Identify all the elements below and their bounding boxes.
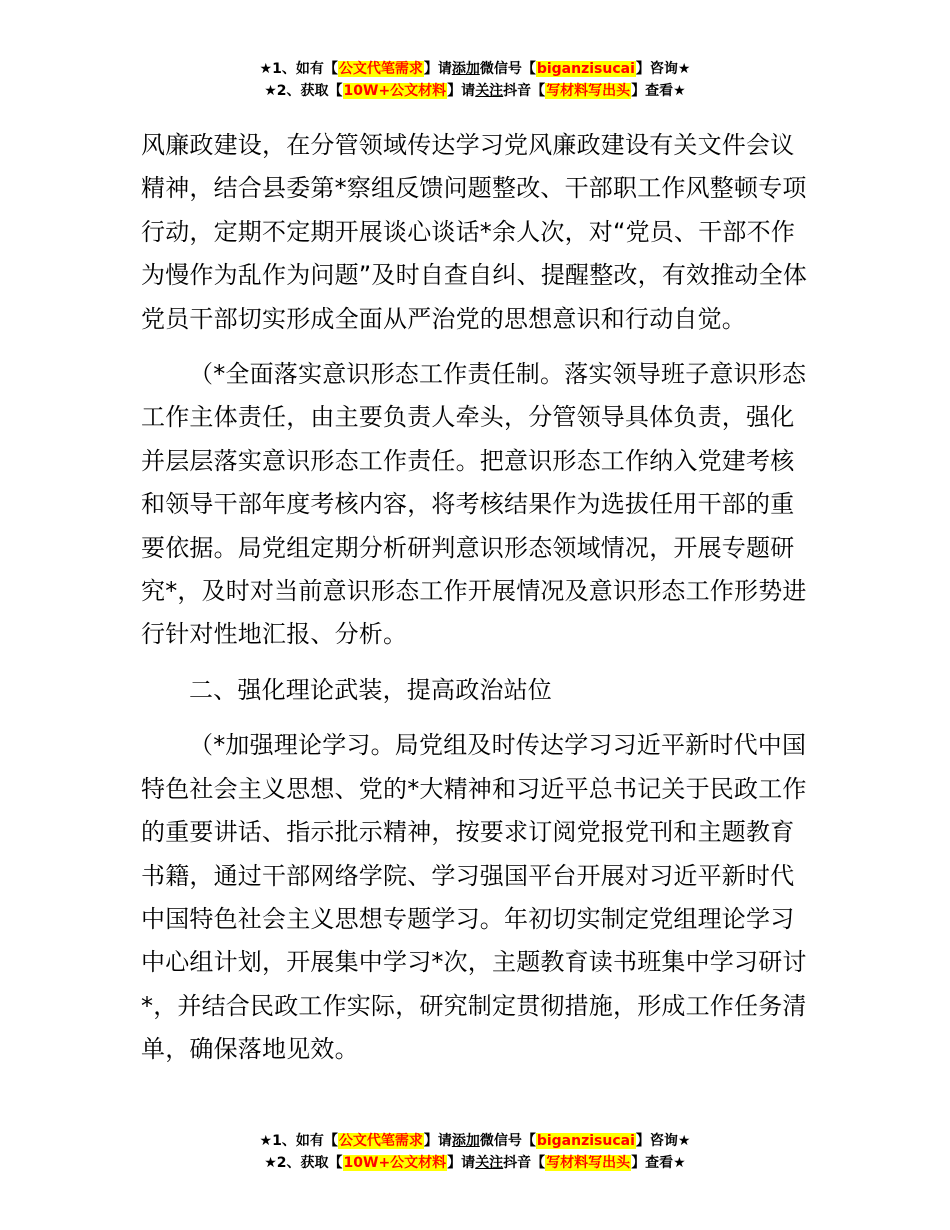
banner-text: ★1、如有【 <box>259 61 338 77</box>
paragraph: （*全面落实意识形态工作责任制。落实领导班子意识形态工作主体责任，由主要负责人牵头，分管领导具体负责，强化并层层落实意识形态工作责任。把意识形态工作纳入党建考核和领导干部年度考核内容，将考核结果作为选拔任用干部的重要依据。局党组定期分析研判意识形态领域情况，开展专题研究*，及时对当前意识形态工作开展情况及意识形态工作形势进行针对性地汇报、分析。 <box>141 360 807 649</box>
banner-text: 】查看★ <box>631 83 686 99</box>
banner-emphasis: 添加 <box>451 61 480 77</box>
banner-emphasis: 添加 <box>451 1133 480 1149</box>
banner-line-2 <box>0 80 950 102</box>
banner-highlight: 10W+公文材料 <box>343 1155 447 1171</box>
section-heading: 二、强化理论武装，提高政治站位 <box>189 675 552 704</box>
banner-text: 】请 <box>447 1155 476 1171</box>
banner-text: ★1、如有【 <box>259 1133 338 1149</box>
banner-emphasis: 关注 <box>475 1155 504 1171</box>
banner-text: 微信号【 <box>479 61 536 77</box>
banner-text: ★2、获取【 <box>264 1155 343 1171</box>
footer-banner <box>0 1130 950 1174</box>
header-banner <box>0 58 950 102</box>
banner-highlight: 10W+公文材料 <box>343 83 447 99</box>
banner-highlight: 写材料写出头 <box>546 1155 631 1171</box>
banner-text: 】请 <box>423 1133 452 1149</box>
banner-highlight: biganzisucai <box>536 61 635 77</box>
banner-text: 】请 <box>423 61 452 77</box>
banner-line-1 <box>0 1130 950 1152</box>
banner-text: 】咨询★ <box>635 61 691 77</box>
banner-text: 】请 <box>447 83 476 99</box>
banner-text: 】咨询★ <box>635 1133 691 1149</box>
banner-line-1 <box>0 58 950 80</box>
banner-line-2 <box>0 1152 950 1174</box>
banner-text: ★2、获取【 <box>264 83 343 99</box>
banner-text: 抖音【 <box>503 83 546 99</box>
banner-highlight: biganzisucai <box>536 1133 635 1149</box>
banner-highlight: 公文代笔需求 <box>338 61 423 77</box>
banner-highlight: 写材料写出头 <box>546 83 631 99</box>
banner-text: 微信号【 <box>479 1133 536 1149</box>
banner-highlight: 公文代笔需求 <box>338 1133 423 1149</box>
banner-emphasis: 关注 <box>475 83 504 99</box>
banner-text: 抖音【 <box>503 1155 546 1171</box>
paragraph: （*加强理论学习。局党组及时传达学习习近平新时代中国特色社会主义思想、党的*大精神和习近平总书记关于民政工作的重要讲话、指示批示精神，按要求订阅党报党刊和主题教育书籍，通过干部网络学院、学习强国平台开展对习近平新时代中国特色社会主义思想专题学习。年初切实制定党组理论学习中心组计划，开展集中学习*次，主题教育读书班集中学习研讨*，并结合民政工作实际，研究制定贯彻措施，形成工作任务清单，确保落地见效。 <box>141 731 807 1064</box>
document-body <box>141 124 813 1072</box>
paragraph: 风廉政建设，在分管领域传达学习党风廉政建设有关文件会议精神，结合县委第*察组反馈问题整改、干部职工作风整顿专项行动，定期不定期开展谈心谈话*余人次，对“党员、干部不作为慢作为乱作为问题”及时自查自纠、提醒整改，有效推动全体党员干部切实形成全面从严治党的思想意识和行动自觉。 <box>141 131 808 333</box>
banner-text: 】查看★ <box>631 1155 686 1171</box>
